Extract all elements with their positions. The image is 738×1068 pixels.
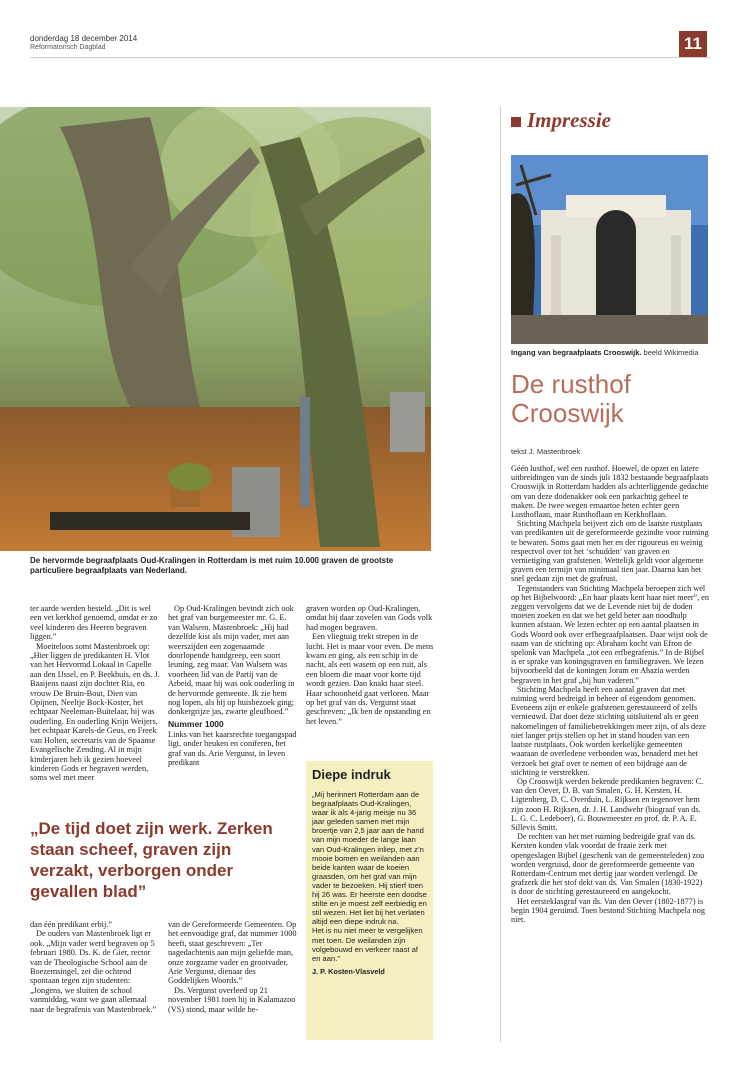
- square-icon: [511, 117, 521, 127]
- box-text: „Mij herinnert Rotterdam aan de begraafplaats Oud-Kralingen, waar ik als 4-jarig meisje nu 36 jaar geleden samen met mijn broertje van 2,5 jaar aan de hand van mijn moeder de lange laan van Oud-Kralingen inliep, met z’n mooie bomen en weilanden aan beide kanten waar de koeien graasden, om het graf van mijn vader te bezoeken. Hij stierf toen hij 26 was. Er heerste een doodse stilte en je moest zelf eerbiedig en stil wezen. Het liet bij het verlaten altijd een diepe indruk na.: [312, 790, 427, 927]
- page-number: 11: [679, 31, 707, 57]
- title-line-2: Crooswijk: [511, 398, 624, 428]
- box-text-2: Het is nu niet meer te vergelijken met toen. De weilanden zijn volgebouwd en verkeer raast af en aan.”: [312, 926, 423, 963]
- paragraph: Stichting Machpela beijvert zich om de laatste rustplaats van predikanten uit de gereformeerde gezindte voor ruiming te bewaren. Soms gaat men her en der rigoureus en weinig respectvol over tot het ‘schudden’ van graven en vernietiging van grafstenen. Wettelijk geldt voor algemene graven een termijn van minimaal tien jaar. Daarna kan het snel gedaan zijn met de grafrust.: [511, 519, 709, 584]
- section-label: [511, 108, 611, 133]
- pull-quote: „De tijd doet zijn werk. Zerken staan scheef, graven zijn verzakt, verborgen onder gevallen blad”: [30, 819, 273, 901]
- section-label-text: Impressie: [527, 108, 611, 132]
- reader-quote-box: [306, 761, 433, 1040]
- article-column-1-top: [30, 604, 160, 783]
- article-column-2-top: [168, 604, 298, 768]
- paragraph: graven worden op Oud-Kralingen, omdat hij daar zovelen van Gods volk had mogen begraven.: [306, 604, 433, 632]
- article-column-2-bottom: [168, 920, 298, 1014]
- header-divider: [30, 57, 710, 58]
- paragraph: dan één predikant erbij.”: [30, 920, 113, 929]
- paragraph: Géén lusthof, wel een rusthof. Hoewel, de opzet en latere uitbreidingen van de sinds juli 1832 bestaande begraafplaats Crooswijk in Rotterdam hadden als achterliggende gedachte om van deze dodenakker ook een parkachtig geheel te maken. De twee wegen ernaartoe heten echter geen Lusthoflaan, maar Rusthoflaan en Kerkhoflaan.: [511, 464, 709, 520]
- paragraph: Het eerstekIasgraf van ds. Van den Oever (1802-1877) is begin 1904 geruimd. Toen bestond Stichting Machpela nog niet.: [511, 896, 705, 924]
- paragraph: Ds. Vergunst overleed op 21 november 1981 toen hij in Kalamazoo (VS) stond, maar wilde be-: [168, 985, 296, 1014]
- paragraph: Tegenstanders van Stichting Machpela beroepen zich wel op het Bijbelwoord: „En haar plaats kent haar niet meer”, en zeggen vervolgens dat we de Levende niet bij de doden moeten zoeken en dat we het geld beter aan noodhulp kunnen afstaan. We lezen echter op een aantal plaatsen in Gods Woord ook over erfbegraafplaatsen. Daar wijst ook de naam van de stichting op: Abraham kocht van Efron de spelonk van Machpela „tot een erfbegrafenis.” In de Bijbel is er sprake van koningsgraven en familiegraven. We lezen bijvoorbeeld dat de koningen Joram en Ahazia werden begraven in het graf „bij hun vaderen.”: [511, 583, 710, 685]
- box-author: J. P. Kosten-Vlasveld: [312, 966, 385, 976]
- paragraph: De ouders van Mastenbroek ligt er ook. „Mijn vader werd begraven op 5 februari 1980. Ds. K. de Gier, rector van de Theologische School aan de Boezemsingel, zei die ochtend spontaan tegen zijn studenten: „Jongens, we sluiten de school vanmiddag, want we gaan allemaal naar de begrafenis van Mastenbroek.”: [30, 929, 157, 1014]
- gate-photo-caption: [511, 348, 711, 357]
- gate-caption-text: Ingang van begraafplaats Crooswijk.: [511, 348, 642, 357]
- title-line-1: De rusthof: [511, 369, 631, 399]
- paragraph: Een vliegtuig trekt strepen in de lucht. Het is maar voor even. De mens kwam en ging, als een schip in de nacht, als een wasem op een ruit, als een bloem die maar voor korte tijd wordt gezien. Dan knakt haar steel. Haar schoonheid gaat verloren. Maar op het graf van ds. Vergunst staat geschreven: „Ik ben de opstanding en het leven.”: [306, 632, 434, 726]
- paragraph: van de Gereformeerde Gemeenten. Op het eenvoudige graf, dat nummer 1000 heeft, staat geschreven: „Ter nagedachtenis aan mijn geliefde man, onze zorgzame vader en grootvader, Arie Vergunst, dienaar des Goddelijken Woords.”: [168, 920, 297, 986]
- column-divider: [500, 107, 501, 1042]
- paragraph: Op Oud-Kralingen bevindt zich ook het graf van burgemeester mr. G. E. van Walsem. Mastenbroek: „Hij had dezelfde kist als mijn vader, met aan weerszijden een zogenaamde doorlopende handgreep, een soort leuning, zeg maar. Van Walsem was voorheen lid van de Partij van de Arbeid, maar hij was ook ouderling in de hervormde gemeente. Ik zie hem nog lopen, als hij op huisbezoek ging; donkergrijze jas, zwarte gleufhoed.”: [168, 604, 295, 717]
- paragraph: Op Crooswijk werden bekende predikanten begraven: C. van den Oever, D. B. van Smalen, G. H. Kersten, H. Ligtenberg, D. C. Overduin, L. Rijksen en tegenover hem zijn zoon H. Rijksen, dr. J. H. Landwehr (biograaf van ds. L. G. C. Ledeboer), G. Bouwmeester en prof. dr. P. A. E. Sillevis Smitt.: [511, 776, 704, 832]
- newspaper-name: Reformatorisch Dagblad: [30, 44, 106, 51]
- box-title: Diepe indruk: [312, 767, 391, 782]
- article-column-3-top: [306, 604, 436, 726]
- impressie-body: [511, 464, 709, 924]
- cemetery-photo: [0, 107, 431, 551]
- byline: tekst J. Mastenbroek: [511, 447, 581, 456]
- paragraph: Moeiteloos somt Mastenbroek op: „Hier liggen de predikanten H. Vlot van het Hervormd Lokaal in Capelle aan den IJssel, en P. Beekhuis, en ds. J. Baaijens naast zijn dochter Ria, en vrouw De Bruin-Bout, Dien van Opijnen, Neeltje Bock-Koster, het echtpaar Neeleman-Buitelaar, hij was ouderling. En ouderling Krijn Weijers, het echtpaar Karels-de Geus, en Freek van Holten, secretaris van de Spaanse Evangelische Zending. Al in mijn kinderjaren heb ik gezien hoeveel kinderen Gods er begraven werden, soms wel met meer: [30, 641, 160, 783]
- article-column-1-bottom: [30, 920, 160, 1014]
- crooswijk-gate-photo: [511, 155, 708, 344]
- issue-date: donderdag 18 december 2014: [30, 34, 138, 43]
- paragraph: ter aarde werden besteld. „Dit is wel een vet kerkhof genoemd, omdat er zo veel kinderen des Heeren begraven liggen.”: [30, 604, 158, 642]
- paragraph: Stichting Machpela heeft een aantal graven dat met ruiming werd bedreigd in beheer of eigendom genomen. Eveneens zijn er enkele grafstenen gerestaureerd of zelfs vernieuwd. Dat doet deze stichting uitsluitend als er geen nakomelingen of familiebetrekkingen meer zijn, of als deze niet langer prijs stellen op het in stand houden van een laatste rustplaats. Ook worden kerkelijke gemeenten waaraan de overledene verbonden was, benaderd met het verzoek het graf over te nemen of een bijdrage aan de stichting te verstrekken.: [511, 684, 707, 777]
- impressie-title: [511, 370, 711, 428]
- paragraph: Links van het kaarsrechte toegangspad ligt, onder beuken en coniferen, het graf van ds. Arie Vergunst, in leven predikant: [168, 729, 297, 768]
- subheading: Nummer 1000: [168, 718, 224, 729]
- photo-caption: De hervormde begraafplaats Oud-Kralingen in Rotterdam is met ruim 10.000 graven de grootste particuliere begraafplaats van Nederland.: [30, 556, 394, 575]
- photo-credit: beeld Wikimedia: [643, 348, 699, 357]
- paragraph: De rechten van het met ruiming bedreigde graf van ds. Kersten konden vlak voordat de fraaie zerk met opengeslagen Bijbel (geschenk van de gemeenteleden) zou worden vergruisd, door de gereformeerde gemeente van Rotterdam-Centrum met dertig jaar worden verlengd. De grafzerk die het stof dekt van ds. Van Smalen (1830-1922) is door de stichting gerestaureerd en aangekocht.: [511, 832, 705, 897]
